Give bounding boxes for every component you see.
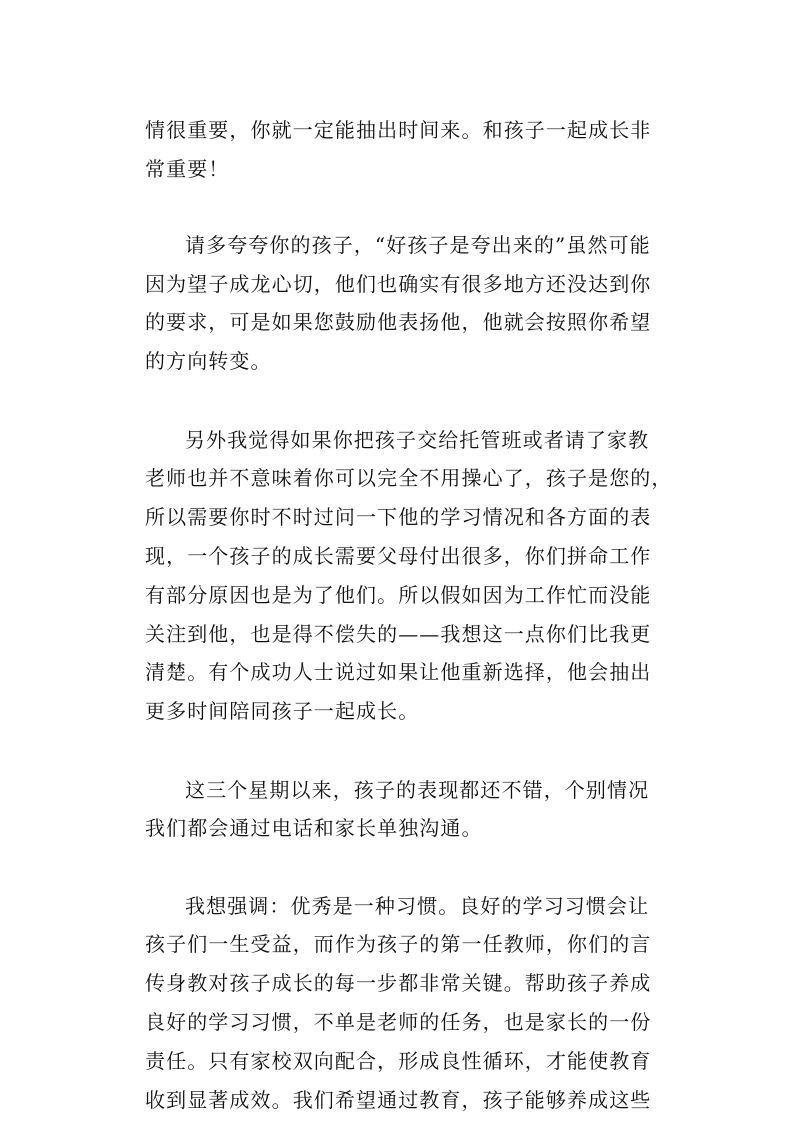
text-line: 情很重要，你就一定能抽出时间来。和孩子一起成长非 (145, 118, 652, 142)
text-line: 现，一个孩子的成长需要父母付出很多，你们拼命工作 (145, 544, 652, 568)
paragraph-first-line: 我想强调：优秀是一种习惯。良好的学习习惯会让 (185, 894, 650, 918)
text-line: 收到显著成效。我们希望通过教育，孩子能够养成这些 (145, 1088, 652, 1112)
text-line: 孩子们一生受益，而作为孩子的第一任教师，你们的言 (145, 932, 652, 956)
text-line: 常重要！ (145, 157, 230, 181)
text-line: 有部分原因也是为了他们。所以假如因为工作忙而没能 (145, 583, 652, 607)
text-line: 我们都会通过电话和家长单独沟通。 (145, 816, 483, 840)
text-line: 更多时间陪同孩子一起成长。 (145, 699, 420, 723)
text-line: 的要求，可是如果您鼓励他表扬他，他就会按照你希望 (145, 310, 652, 334)
text-line: 因为望子成龙心切，他们也确实有很多地方还没达到你 (145, 272, 652, 296)
paragraph-first-line: 这三个星期以来，孩子的表现都还不错，个别情况 (185, 778, 650, 802)
text-line: 责任。只有家校双向配合，形成良性循环，才能使教育 (145, 1049, 652, 1073)
text-line: 良好的学习习惯，不单是老师的任务，也是家长的一份 (145, 1010, 652, 1034)
text-line: 老师也并不意味着你可以完全不用操心了，孩子是您的， (145, 466, 673, 490)
text-line: 的方向转变。 (145, 349, 272, 373)
text-line: 关注到他，也是得不偿失的——我想这一点你们比我更 (145, 622, 652, 646)
text-line: 所以需要你时不时过问一下他的学习情况和各方面的表 (145, 505, 652, 529)
text-line: 传身教对孩子成长的每一步都非常关键。帮助孩子养成 (145, 971, 652, 995)
paragraph-first-line: 请多夸夸你的孩子，“好孩子是夸出来的”虽然可能 (185, 233, 651, 257)
text-line: 清楚。有个成功人士说过如果让他重新选择，他会抽出 (145, 660, 652, 684)
paragraph-first-line: 另外我觉得如果你把孩子交给托管班或者请了家教 (185, 428, 650, 452)
